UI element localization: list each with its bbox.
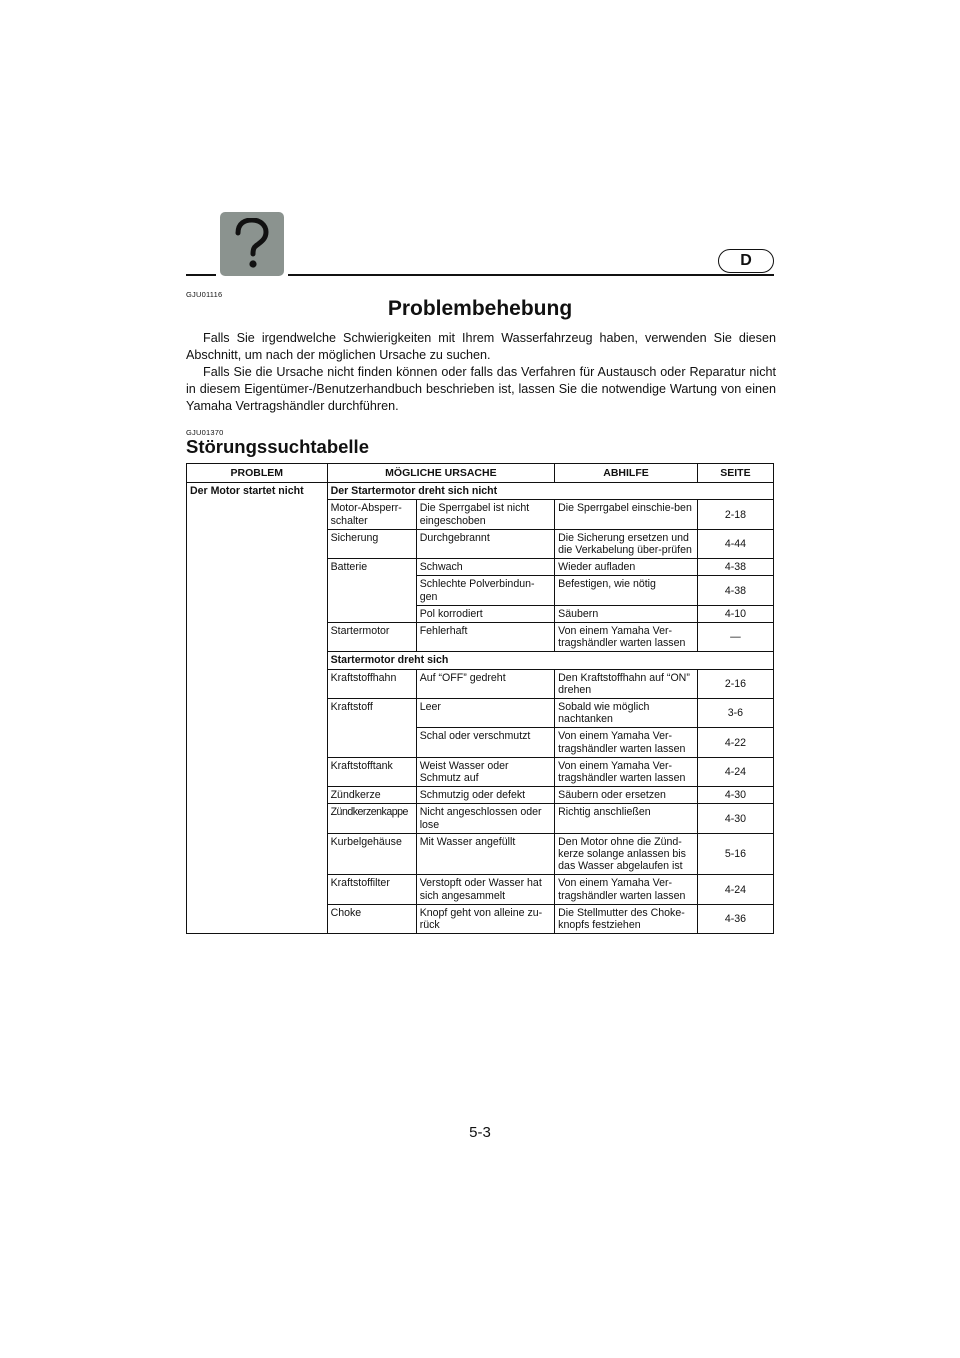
- page-cell: 4-44: [697, 529, 773, 558]
- cause-cell: Fehlerhaft: [416, 623, 554, 652]
- remedy-cell: Den Kraftstoffhahn auf “ON” drehen: [555, 669, 698, 698]
- part-cell: Startermotor: [327, 623, 416, 652]
- cause-cell: Schal oder verschmutzt: [416, 728, 554, 757]
- part-cell: Sicherung: [327, 529, 416, 558]
- header-cause: MÖGLICHE URSACHE: [327, 464, 555, 483]
- subsection-code: GJU01370: [186, 428, 224, 437]
- remedy-cell: Von einem Yamaha Ver-tragshändler warten lassen: [555, 728, 698, 757]
- table-header-row: [187, 464, 774, 483]
- header-problem: PROBLEM: [187, 464, 328, 483]
- intro-paragraph-1: Falls Sie irgendwelche Schwierigkeiten mit Ihrem Wasserfahrzeug haben, verwenden Sie diesen Abschnitt, um nach der möglichen Ursache zu suchen.: [186, 331, 776, 362]
- section-code: GJU01116: [186, 290, 223, 299]
- page-cell: 4-36: [697, 904, 773, 933]
- page-cell: 4-24: [697, 875, 773, 904]
- page-cell: 2-16: [697, 669, 773, 698]
- subsection-title: Störungssuchtabelle: [186, 436, 369, 457]
- cause-cell: Schwach: [416, 559, 554, 576]
- page-cell: 4-10: [697, 605, 773, 622]
- intro-text: [186, 330, 776, 415]
- table-section-row: [187, 483, 774, 500]
- cause-cell: Mit Wasser angefüllt: [416, 833, 554, 875]
- page-number: 5-3: [469, 1124, 491, 1141]
- cause-cell: Die Sperrgabel ist nicht eingeschoben: [416, 500, 554, 529]
- part-cell: Batterie: [327, 559, 416, 623]
- page-cell: 4-22: [697, 728, 773, 757]
- section-heading-cell: Startermotor dreht sich: [327, 652, 773, 669]
- remedy-cell: Säubern oder ersetzen: [555, 787, 698, 804]
- part-cell: Kraftstofftank: [327, 757, 416, 786]
- header-remedy: ABHILFE: [555, 464, 698, 483]
- page-cell: 4-38: [697, 559, 773, 576]
- page-cell: —: [697, 623, 773, 652]
- part-cell: Choke: [327, 904, 416, 933]
- remedy-cell: Von einem Yamaha Ver-tragshändler warten lassen: [555, 757, 698, 786]
- language-badge: D: [718, 249, 774, 273]
- page-cell: 2-18: [697, 500, 773, 529]
- cause-cell: Pol korrodiert: [416, 605, 554, 622]
- page-cell: 4-38: [697, 576, 773, 605]
- header-page: SEITE: [697, 464, 773, 483]
- remedy-cell: Den Motor ohne die Zünd-kerze solange anlassen bis das Wasser abgelaufen ist: [555, 833, 698, 875]
- page-cell: 4-24: [697, 757, 773, 786]
- intro-paragraph-2: Falls Sie die Ursache nicht finden können oder falls das Verfahren für Austausch oder Reparatur nicht in diesem Eigentümer-/Benutzerhandbuch beschrieben ist, lassen Sie die notwendige Wartung von einen Yamaha Vertragshändler durchführen.: [186, 365, 776, 413]
- cause-cell: Auf “OFF” gedreht: [416, 669, 554, 698]
- cause-cell: Knopf geht von alleine zu-rück: [416, 904, 554, 933]
- troubleshooting-table: [186, 463, 774, 934]
- remedy-cell: Die Sicherung ersetzen und die Verkabelung über-prüfen: [555, 529, 698, 558]
- remedy-cell: Richtig anschließen: [555, 804, 698, 833]
- remedy-cell: Sobald wie möglich nachtanken: [555, 699, 698, 728]
- cause-cell: Weist Wasser oder Schmutz auf: [416, 757, 554, 786]
- part-cell: Kraftstoff: [327, 699, 416, 758]
- part-cell: Kurbelgehäuse: [327, 833, 416, 875]
- cause-cell: Nicht angeschlossen oder lose: [416, 804, 554, 833]
- question-mark-icon: [220, 212, 284, 276]
- part-cell: Motor-Absperr-schalter: [327, 500, 416, 529]
- remedy-cell: Von einem Yamaha Ver-tragshändler warten lassen: [555, 623, 698, 652]
- section-heading-cell: Der Startermotor dreht sich nicht: [327, 483, 773, 500]
- cause-cell: Verstopft oder Wasser hat sich angesammelt: [416, 875, 554, 904]
- page-cell: 4-30: [697, 787, 773, 804]
- part-cell: Zündkerze: [327, 787, 416, 804]
- page-cell: 5-16: [697, 833, 773, 875]
- remedy-cell: Wieder aufladen: [555, 559, 698, 576]
- page-cell: 4-30: [697, 804, 773, 833]
- page-cell: 3-6: [697, 699, 773, 728]
- remedy-cell: Befestigen, wie nötig: [555, 576, 698, 605]
- remedy-cell: Die Sperrgabel einschie-ben: [555, 500, 698, 529]
- cause-cell: Leer: [416, 699, 554, 728]
- remedy-cell: Die Stellmutter des Choke-knopfs festziehen: [555, 904, 698, 933]
- part-cell: Kraftstoffhahn: [327, 669, 416, 698]
- cause-cell: Schmutzig oder defekt: [416, 787, 554, 804]
- remedy-cell: Von einem Yamaha Ver-tragshändler warten lassen: [555, 875, 698, 904]
- cause-cell: Durchgebrannt: [416, 529, 554, 558]
- part-cell: Kraftstoffilter: [327, 875, 416, 904]
- remedy-cell: Säubern: [555, 605, 698, 622]
- page-title: Problembehebung: [387, 297, 573, 320]
- part-cell: Zündkerzenkappe: [327, 804, 416, 833]
- cause-cell: Schlechte Polverbindun-gen: [416, 576, 554, 605]
- problem-cell: Der Motor startet nicht: [187, 483, 328, 934]
